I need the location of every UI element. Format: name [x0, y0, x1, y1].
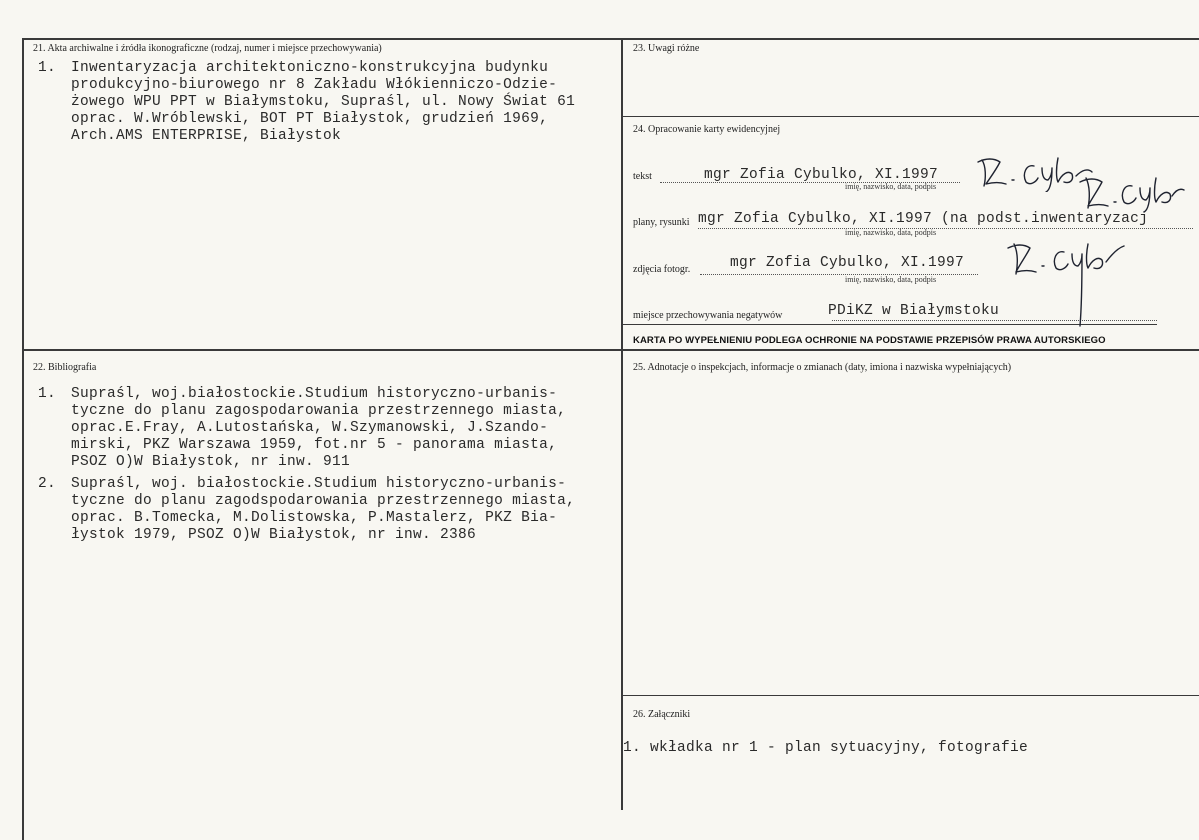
item-number: 1. [38, 386, 57, 402]
copyright-notice: KARTA PO WYPEŁNIENIU PODLEGA OCHRONIE NA PODSTAWIE PRZEPISÓW PRAWA AUTORSKIEGO [633, 335, 1106, 346]
middle-divider [22, 349, 1199, 351]
item-line: mirski, PKZ Warszawa 1959, fot.nr 5 - panorama miasta, [71, 437, 558, 453]
item-number: 2. [38, 476, 57, 492]
field-value-negatives: PDiKZ w Białymstoku [828, 303, 1000, 319]
field-hint-plany: imię, nazwisko, data, podpis [845, 228, 937, 237]
section-26-label: 26. Załączniki [633, 709, 691, 720]
item-line: PSOZ O)W Białystok, nr inw. 911 [71, 454, 351, 470]
field-label-plany: plany, rysunki [633, 217, 690, 228]
field-hint-tekst: imię, nazwisko, data, podpis [845, 182, 937, 191]
box26-top-rule [623, 695, 1199, 696]
item-line: oprac. W.Wróblewski, BOT PT Białystok, grudzień 1969, [71, 111, 549, 127]
item-line: oprac. B.Tomecka, M.Dolistowska, P.Mastalerz, PKZ Bia- [71, 510, 558, 526]
item-number: 1. [38, 60, 57, 76]
field-label-tekst: tekst [633, 171, 652, 182]
signature-2 [1072, 172, 1187, 214]
field-value-plany: mgr Zofia Cybulko, XI.1997 (na podst.inwentaryzacj [698, 211, 1149, 227]
item-line: tyczne do planu zagodspodarowania przestrzennego miasta, [71, 493, 576, 509]
field-label-negatives: miejsce przechowywania negatywów [633, 310, 783, 321]
section-25-label: 25. Adnotacje o inspekcjach, informacje o zmianach (daty, imiona i nazwiska wypełniających) [633, 362, 1012, 373]
item-line: łystok 1979, PSOZ O)W Białystok, nr inw. 2386 [71, 527, 477, 543]
field-value-tekst: mgr Zofia Cybulko, XI.1997 [704, 167, 939, 183]
field-line-zdjecia [700, 274, 978, 275]
top-border [22, 38, 1199, 40]
box23-bottom-rule [623, 116, 1199, 117]
field-hint-zdjecia: imię, nazwisko, data, podpis [845, 275, 937, 284]
item-line: Supraśl, woj. białostockie.Studium historyczno-urbanis- [71, 476, 567, 492]
field-line-plany [698, 228, 1193, 229]
section-22-label: 22. Bibliografia [33, 362, 97, 373]
item-line: Inwentaryzacja architektoniczno-konstrukcyjna budynku [71, 60, 549, 76]
section-21-label: 21. Akta archiwalne i źródła ikonograficzne (rodzaj, numer i miejsce przechowywania) [33, 43, 382, 54]
field-value-zdjecia: mgr Zofia Cybulko, XI.1997 [730, 255, 965, 271]
item-line: Supraśl, woj.białostockie.Studium historyczno-urbanis- [71, 386, 558, 402]
left-border [22, 38, 24, 840]
attachment-item: 1. wkładka nr 1 - plan sytuacyjny, fotografie [623, 740, 1029, 756]
item-line: Arch.AMS ENTERPRISE, Białystok [71, 128, 342, 144]
item-line: produkcyjno-biurowego nr 8 Zakładu Włókienniczo-Odzie- [71, 77, 558, 93]
section-23-label: 23. Uwagi różne [633, 43, 700, 54]
section-24-label: 24. Opracowanie karty ewidencyjnej [633, 124, 781, 135]
item-line: oprac.E.Fray, A.Lutostańska, W.Szymanowski, J.Szando- [71, 420, 549, 436]
field-label-zdjecia: zdjęcia fotogr. [633, 264, 691, 275]
item-line: żowego WPU PPT w Białymstoku, Supraśl, ul. Nowy Świat 61 [71, 94, 576, 110]
item-line: tyczne do planu zagospodarowania przestrzennego miasta, [71, 403, 567, 419]
signature-3 [1002, 238, 1132, 330]
